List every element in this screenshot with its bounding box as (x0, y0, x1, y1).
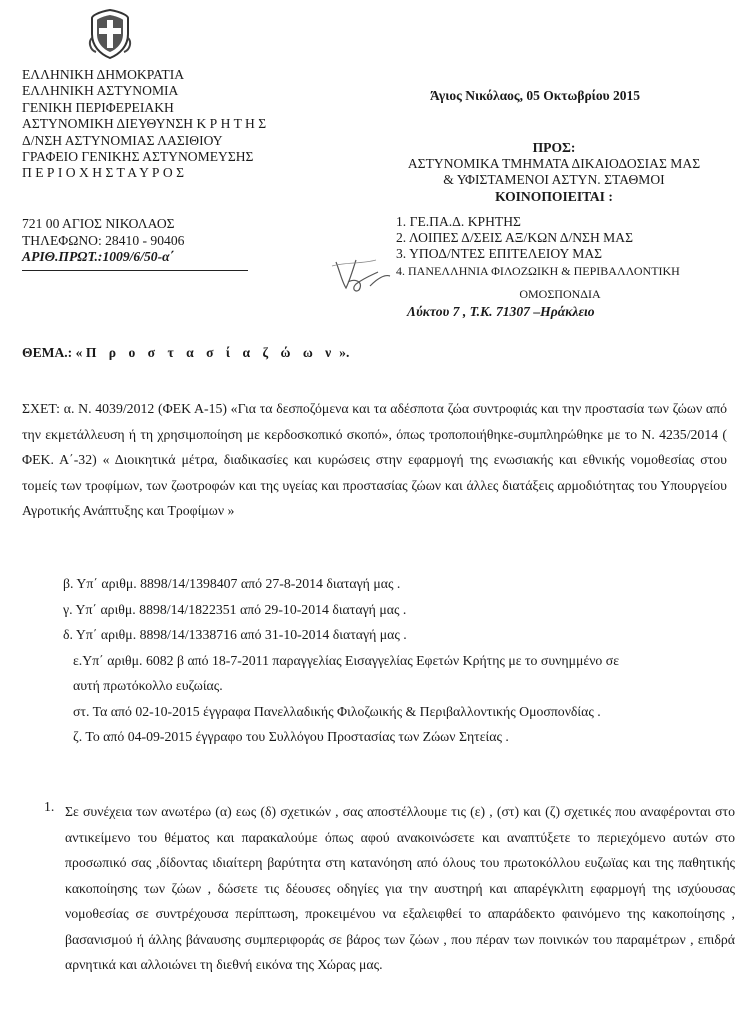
to-label: ΠΡΟΣ: (532, 140, 576, 155)
to-line: ΑΣΤΥΝΟΜΙΚΑ ΤΜΗΜΑΤΑ ΔΙΚΑΙΟΔΟΣΙΑΣ ΜΑΣ (407, 156, 701, 172)
reference-item: γ. Υπ΄ αριθμ. 8898/14/1822351 από 29-10-2014 διαταγή μας . (63, 601, 407, 617)
reference-item: δ. Υπ΄ αριθμ. 8898/14/1338716 από 31-10-2014 διαταγή μας . (63, 627, 407, 642)
document-date: Άγιος Νικόλαος, 05 Οκτωβρίου 2015 (430, 88, 640, 103)
item-number: 1. (44, 799, 55, 814)
authority-line: ΓΕΝΙΚΗ ΠΕΡΙΦΕΡΕΙΑΚΗ (22, 99, 174, 115)
issuing-authority-block (22, 67, 266, 182)
reference-item: ε.Υπ΄ αριθμ. 6082 β από 18-7-2011 παραγγελίας Εισαγγελίας Εφετών Κρήτης με το συνημμένο σε (73, 652, 620, 668)
reference-list (63, 571, 619, 750)
reference-item: ζ. Το από 04-09-2015 έγγραφο του Συλλόγου Προστασίας των Ζώων Σητείας . (73, 729, 509, 744)
recipients-block (384, 140, 724, 205)
authority-line: ΑΣΤΥΝΟΜΙΚΗ ΔΙΕΥΘΥΝΣΗ Κ Ρ Η Τ Η Σ (22, 116, 267, 132)
cc-item: 4. ΠΑΝΕΛΛΗΝΙΑ ΦΙΛΟΖΩΙΚΗ & ΠΕΡΙΒΑΛΛΟΝΤΙΚΗ (396, 263, 680, 278)
reference-a: ΣΧΕΤ: α. Ν. 4039/2012 (ΦΕΚ Α-15) «Για τα δεσποζόμενα και τα αδέσποτα ζώα συντροφιάς και την προστασία των ζώων από την εκμετάλλευση ή τη χρησιμοποίηση με κερδοσκοπικό σκοπό», όπως τροποποιήθηκε-συμπληρώθηκε με το Ν. 4235/2014 ( ΦΕΚ. Α΄-32) « Διοικητικά μέτρα, διαδικασίες και κυρώσεις στην εφαρμογή της ενωσιακής και εθνικής νομοθεσίας στου τομείς των τροφίμων, των ζωοτροφών και της υγείας και προστασίας ζώων και άλλες διατάξεις αρμοδιότητας του Υπουργείου Αγροτικής Ανάπτυξης και Τροφίμων » (22, 401, 727, 518)
phone-number: ΤΗΛΕΦΩΝΟ: 28410 - 90406 (22, 232, 185, 248)
cc-label: ΚΟΙΝΟΠΟΙΕΙΤΑΙ : (495, 188, 613, 204)
recipient-address: Λύκτου 7 , Τ.Κ. 71307 –Ηράκλειο (407, 304, 595, 319)
authority-line: Δ/ΝΣΗ ΑΣΤΥΝΟΜΙΑΣ ΛΑΣΙΘΙΟΥ (22, 132, 223, 148)
greek-coat-of-arms-icon (88, 8, 132, 60)
authority-line: ΓΡΑΦΕΙΟ ΓΕΝΙΚΗΣ ΑΣΤΥΝΟΜΕΥΣΗΣ (22, 149, 254, 165)
to-line: & ΥΦΙΣΤΑΜΕΝΟΙ ΑΣΤΥΝ. ΣΤΑΘΜΟΙ (443, 172, 665, 188)
cc-item: 1. ΓΕ.ΠΑ.Δ. ΚΡΗΤΗΣ (396, 214, 521, 229)
authority-line: ΕΛΛΗΝΙΚΗ ΑΣΤΥΝΟΜΙΑ (22, 83, 179, 99)
cc-item: 3. ΥΠΟΔ/ΝΤΕΣ ΕΠΙΤΕΛΕΙΟΥ ΜΑΣ (396, 246, 603, 262)
reference-item: στ. Τα από 02-10-2015 έγγραφα Πανελλαδικής Φιλοζωικής & Περιβαλλοντικής Ομοσπονδίας . (73, 703, 601, 719)
handwritten-signature (326, 252, 396, 298)
postal-address: 721 00 ΑΓΙΟΣ ΝΙΚΟΛΑΟΣ (22, 216, 175, 231)
authority-line: ΕΛΛΗΝΙΚΗ ΔΗΜΟΚΡΑΤΙΑ (22, 67, 185, 82)
authority-line: Π Ε Ρ Ι Ο Χ Η Σ Τ Α Υ Ρ Ο Σ (22, 165, 184, 181)
cc-list (396, 214, 680, 279)
item-paragraph: Σε συνέχεια των ανωτέρω (α) εως (δ) σχετικών , σας αποστέλλουμε τις (ε) , (στ) και (ζ) σχετικές που αναφέρονται στο αντικείμενο του θέματος και παρακαλούμε όπως αφού ανακοινώσετε και αναπτύξετε το περιεχόμενο αυτών στο προσωπικό σας ,δίδοντας ιδιαίτερη βαρύτητα στη κατανόηση από όλους του πρωτοκόλλου ευζωϊας και της παθητικής κακοποίησης των ζώων , δώσετε τις δέουσες οδηγίες για την αυστηρή και απαρέγκλιτη εφαρμογή της ισχύουσας νομοθεσίας σε συντρέχουσα περίπτωση, προκειμένου να εξαλειφθεί το απαράδεκτο φαινόμενο της κακοποίησης , βασανισμού ή άλλης βάναυσης συμπεριφοράς σε βάρος των ζώων , που πέραν των ποινικών του παραμέτρων , επιδρά αρνητικά και αλλοιώνει τη διεθνή εικόνα της Χώρας μας. (65, 804, 735, 972)
cc-item-continuation: ΟΜΟΣΠΟΝΔΙΑ (519, 287, 601, 301)
reference-item-continuation: αυτή πρωτόκολλο ευζωίας. (73, 678, 223, 693)
protocol-number: ΑΡΙΘ.ΠΡΩΤ.:1009/6/50-α΄ (22, 249, 175, 264)
subject-line (22, 345, 349, 361)
subject-close: ». (339, 345, 350, 360)
subject-label: ΘΕΜΑ.: « (22, 345, 83, 360)
subject-topic: Π ρ ο σ τ α σ ί α ζ ώ ω ν (85, 345, 336, 360)
cc-item: 2. ΛΟΙΠΕΣ Δ/ΣΕΙΣ ΑΞ/ΚΩΝ Δ/ΝΣΗ ΜΑΣ (396, 230, 633, 246)
reference-item: β. Υπ΄ αριθμ. 8898/14/1398407 από 27-8-2014 διαταγή μας . (63, 576, 401, 591)
protocol-underline (22, 270, 248, 271)
contact-block (22, 216, 184, 266)
